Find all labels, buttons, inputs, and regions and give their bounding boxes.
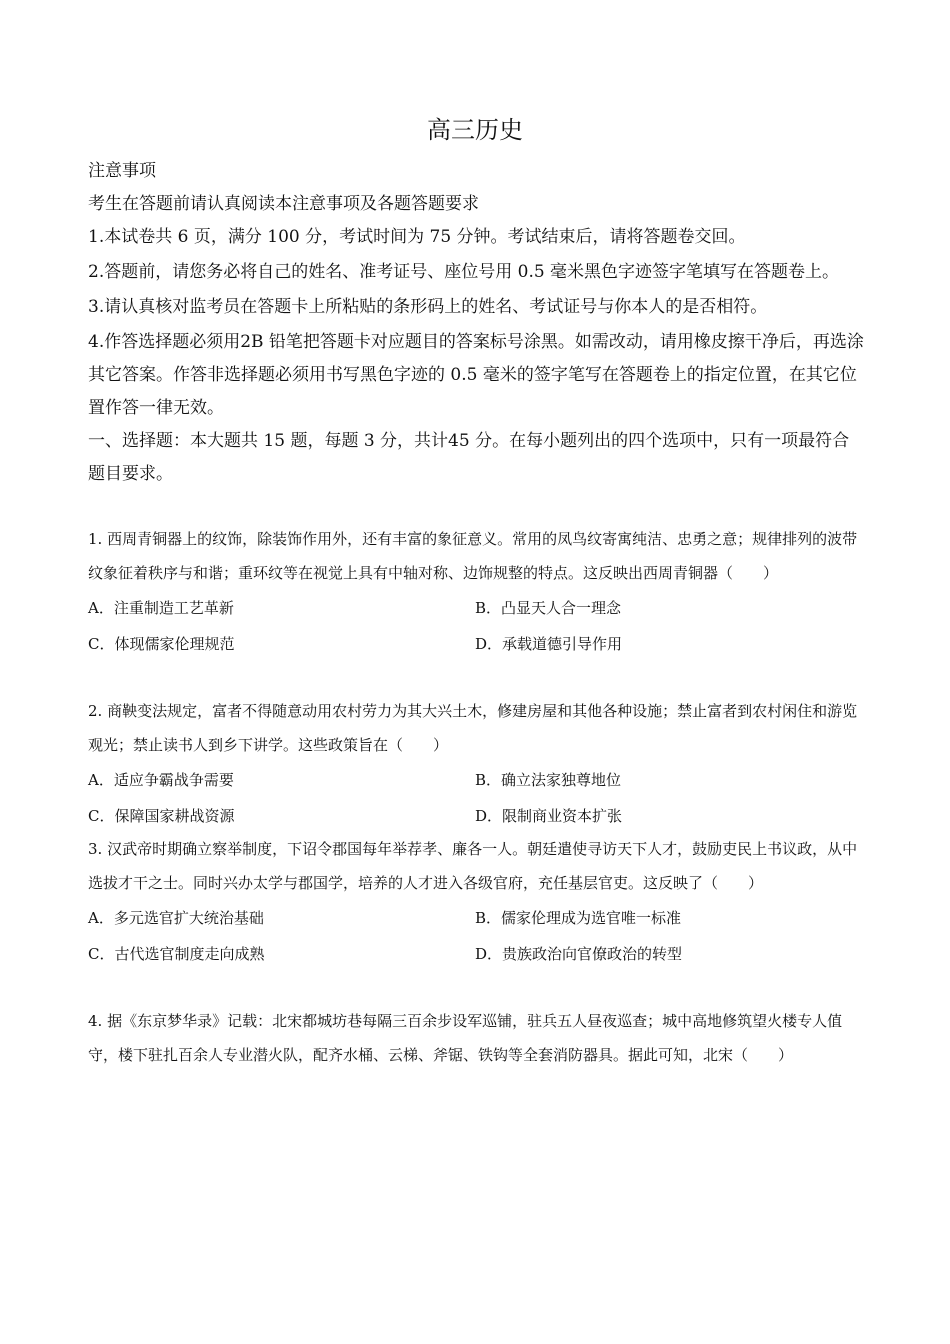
question-2-option-a: A．适应争霸战争需要: [88, 771, 234, 789]
question-2: [88, 694, 866, 834]
question-3-stem: 3. 汉武帝时期确立察举制度，下诏令郡国每年举荐孝、廉各一人。朝廷遣使寻访天下人才，鼓励吏民上书议政，从中选拔才干之士。同时兴办太学与郡国学，培养的人才进入各级官府，充任基层官吏。这反映了（ ）: [88, 840, 858, 892]
question-3-option-a: A．多元选官扩大统治基础: [88, 909, 264, 927]
question-3-options-row-2: [88, 936, 866, 972]
question-1-option-b: B．凸显天人合一理念: [475, 599, 622, 617]
question-2-options-row-1: [88, 762, 866, 798]
exam-title: 高三历史: [427, 116, 523, 144]
question-1: [88, 522, 866, 662]
question-2-option-d: D．限制商业资本扩张: [475, 807, 623, 825]
question-4: [88, 1004, 866, 1072]
question-3: [88, 832, 866, 972]
question-3-option-b: B．儒家伦理成为选官唯一标准: [475, 909, 682, 927]
notice-intro: 考生在答题前请认真阅读本注意事项及各题答题要求: [88, 194, 479, 214]
question-1-option-c: C．体现儒家伦理规范: [88, 635, 235, 653]
question-2-option-c: C．保障国家耕战资源: [88, 807, 235, 825]
notice-heading: 注意事项: [88, 161, 156, 181]
question-2-option-b: B．确立法家独尊地位: [475, 771, 622, 789]
question-3-options-row-1: [88, 900, 866, 936]
notice-item-3: 3.请认真核对监考员在答题卡上所粘贴的条形码上的姓名、考试证号与你本人的是否相符。: [88, 297, 768, 317]
question-2-options-row-2: [88, 798, 866, 834]
question-4-stem: 4. 据《东京梦华录》记载：北宋都城坊巷每隔三百余步设军巡铺，驻兵五人昼夜巡查；城中高地修筑望火楼专人值守，楼下驻扎百余人专业潜火队，配齐水桶、云梯、斧锯、铁钩等全套消防器具。据此可知，北宋（ ）: [88, 1012, 843, 1064]
question-3-option-c: C．古代选官制度走向成熟: [88, 945, 265, 963]
question-3-option-d: D．贵族政治向官僚政治的转型: [475, 945, 683, 963]
question-1-option-a: A．注重制造工艺革新: [88, 599, 234, 617]
question-1-stem: 1. 西周青铜器上的纹饰，除装饰作用外，还有丰富的象征意义。常用的凤鸟纹寄寓纯洁、忠勇之意；规律排列的波带纹象征着秩序与和谐；重环纹等在视觉上具有中轴对称、边饰规整的特点。这反映出西周青铜器（ ）: [88, 530, 858, 582]
section-heading: 一、选择题：本大题共 15 题，每题 3 分，共计45 分。在每小题列出的四个选项中，只有一项最符合题目要求。: [88, 431, 850, 484]
question-2-stem: 2. 商鞅变法规定，富者不得随意动用农村劳力为其大兴土木，修建房屋和其他各种设施；禁止富者到农村闲住和游览观光；禁止读书人到乡下讲学。这些政策旨在（ ）: [88, 702, 858, 754]
notice-item-2: 2.答题前，请您务必将自己的姓名、准考证号、座位号用 0.5 毫米黑色字迹签字笔填写在答题卷上。: [88, 262, 840, 282]
notice-section: [88, 155, 866, 491]
notice-item-4: 4.作答选择题必须用2B 铅笔把答题卡对应题目的答案标号涂黑。如需改动，请用橡皮擦干净后，再选涂其它答案。作答非选择题必须用书写黑色字迹的 0.5 毫米的签字笔写在答题卷上的指定位置，在其它位置作答一律无效。: [88, 332, 864, 418]
question-1-options-row-2: [88, 626, 866, 662]
question-1-options-row-1: [88, 590, 866, 626]
notice-item-1: 1.本试卷共 6 页，满分 100 分，考试时间为 75 分钟。考试结束后，请将答题卷交回。: [88, 227, 746, 247]
question-1-option-d: D．承载道德引导作用: [475, 635, 623, 653]
